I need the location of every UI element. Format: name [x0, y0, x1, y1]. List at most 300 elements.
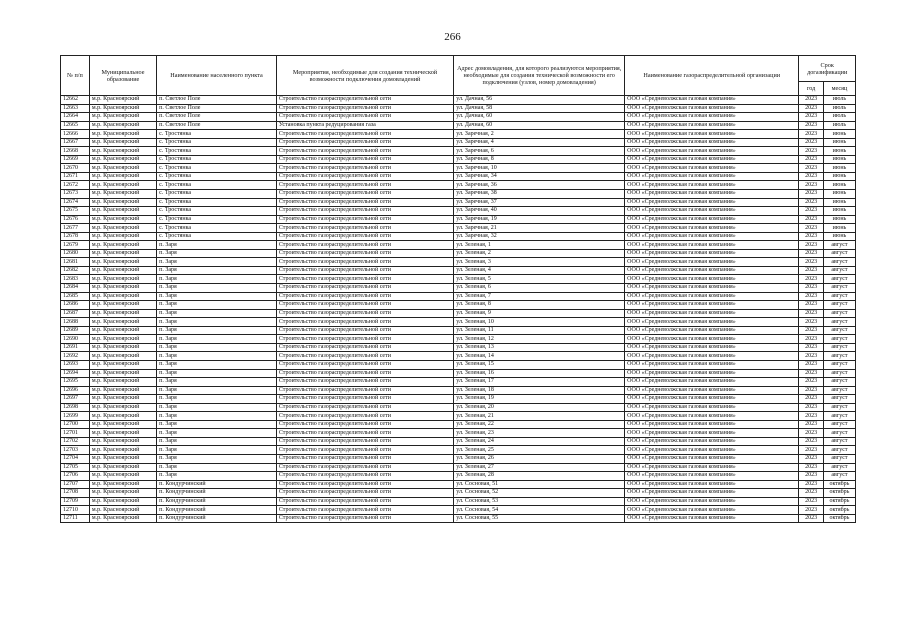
table-row: [61, 292, 856, 301]
cell-municipality: м.р. Красноярский: [89, 121, 156, 130]
table-row: [61, 147, 856, 156]
cell-address: ул. Зеленая, 24: [454, 437, 625, 446]
cell-organization: ООО «Средневолжская газовая компания»: [625, 172, 799, 181]
cell-row-number: 12704: [61, 454, 90, 463]
cell-month: июнь: [823, 190, 855, 199]
cell-row-number: 12667: [61, 138, 90, 147]
cell-row-number: 12683: [61, 275, 90, 284]
cell-locality: п. Кондурчинский: [157, 480, 277, 489]
cell-year: 2023: [799, 489, 824, 498]
cell-municipality: м.р. Красноярский: [89, 309, 156, 318]
cell-month: август: [823, 301, 855, 310]
cell-organization: ООО «Средневолжская газовая компания»: [625, 198, 799, 207]
cell-municipality: м.р. Красноярский: [89, 172, 156, 181]
cell-organization: ООО «Средневолжская газовая компания»: [625, 343, 799, 352]
cell-activity: Строительство газораспределительной сети: [276, 343, 453, 352]
cell-month: август: [823, 463, 855, 472]
cell-locality: с. Тростянка: [157, 224, 277, 233]
gasification-table: [60, 55, 856, 523]
cell-activity: Строительство газораспределительной сети: [276, 395, 453, 404]
cell-organization: ООО «Средневолжская газовая компания»: [625, 181, 799, 190]
cell-municipality: м.р. Красноярский: [89, 429, 156, 438]
cell-organization: ООО «Средневолжская газовая компания»: [625, 514, 799, 523]
cell-activity: Строительство газораспределительной сети: [276, 266, 453, 275]
cell-locality: п. Заря: [157, 472, 277, 481]
table-row: [61, 446, 856, 455]
table-row: [61, 155, 856, 164]
cell-activity: Строительство газораспределительной сети: [276, 172, 453, 181]
cell-organization: ООО «Средневолжская газовая компания»: [625, 386, 799, 395]
cell-address: ул. Сосновая, 52: [454, 489, 625, 498]
cell-row-number: 12662: [61, 96, 90, 105]
cell-municipality: м.р. Красноярский: [89, 472, 156, 481]
cell-month: август: [823, 386, 855, 395]
cell-locality: п. Заря: [157, 352, 277, 361]
cell-locality: с. Тростянка: [157, 155, 277, 164]
cell-address: ул. Зеленая, 4: [454, 266, 625, 275]
cell-month: август: [823, 249, 855, 258]
cell-locality: п. Заря: [157, 249, 277, 258]
cell-year: 2023: [799, 472, 824, 481]
cell-address: ул. Заречная, 34: [454, 172, 625, 181]
cell-activity: Строительство газораспределительной сети: [276, 412, 453, 421]
cell-municipality: м.р. Красноярский: [89, 232, 156, 241]
cell-row-number: 12709: [61, 497, 90, 506]
cell-locality: п. Заря: [157, 463, 277, 472]
cell-address: ул. Зеленая, 5: [454, 275, 625, 284]
cell-month: июнь: [823, 155, 855, 164]
cell-row-number: 12706: [61, 472, 90, 481]
cell-locality: с. Тростянка: [157, 190, 277, 199]
cell-locality: п. Светлое Поле: [157, 113, 277, 122]
cell-locality: п. Заря: [157, 378, 277, 387]
cell-activity: Строительство газораспределительной сети: [276, 301, 453, 310]
cell-locality: п. Заря: [157, 360, 277, 369]
cell-activity: Строительство газораспределительной сети: [276, 275, 453, 284]
cell-activity: Строительство газораспределительной сети: [276, 403, 453, 412]
table-row: [61, 497, 856, 506]
cell-organization: ООО «Средневолжская газовая компания»: [625, 489, 799, 498]
cell-month: июнь: [823, 138, 855, 147]
cell-activity: Строительство газораспределительной сети: [276, 480, 453, 489]
cell-month: август: [823, 266, 855, 275]
cell-year: 2023: [799, 96, 824, 105]
cell-year: 2023: [799, 437, 824, 446]
cell-year: 2023: [799, 181, 824, 190]
cell-locality: п. Заря: [157, 241, 277, 250]
cell-locality: п. Заря: [157, 369, 277, 378]
cell-year: 2023: [799, 506, 824, 515]
cell-year: 2023: [799, 249, 824, 258]
cell-row-number: 12681: [61, 258, 90, 267]
cell-municipality: м.р. Красноярский: [89, 96, 156, 105]
table-row: [61, 309, 856, 318]
table-row: [61, 241, 856, 250]
table-row: [61, 506, 856, 515]
cell-address: ул. Зеленая, 1: [454, 241, 625, 250]
cell-activity: Строительство газораспределительной сети: [276, 215, 453, 224]
cell-address: ул. Зеленая, 3: [454, 258, 625, 267]
cell-organization: ООО «Средневолжская газовая компания»: [625, 258, 799, 267]
cell-year: 2023: [799, 138, 824, 147]
cell-locality: с. Тростянка: [157, 147, 277, 156]
cell-year: 2023: [799, 207, 824, 216]
header-year: год: [799, 82, 824, 96]
cell-year: 2023: [799, 386, 824, 395]
cell-month: октябрь: [823, 506, 855, 515]
cell-year: 2023: [799, 258, 824, 267]
cell-organization: ООО «Средневолжская газовая компания»: [625, 480, 799, 489]
cell-address: ул. Зеленая, 28: [454, 472, 625, 481]
cell-activity: Строительство газораспределительной сети: [276, 378, 453, 387]
cell-municipality: м.р. Красноярский: [89, 284, 156, 293]
cell-year: 2023: [799, 147, 824, 156]
cell-year: 2023: [799, 403, 824, 412]
cell-year: 2023: [799, 190, 824, 199]
cell-row-number: 12702: [61, 437, 90, 446]
cell-year: 2023: [799, 104, 824, 113]
cell-municipality: м.р. Красноярский: [89, 437, 156, 446]
cell-activity: Строительство газораспределительной сети: [276, 386, 453, 395]
cell-address: ул. Заречная, 4: [454, 138, 625, 147]
cell-month: октябрь: [823, 514, 855, 523]
cell-activity: Строительство газораспределительной сети: [276, 472, 453, 481]
cell-address: ул. Зеленая, 13: [454, 343, 625, 352]
cell-month: август: [823, 472, 855, 481]
cell-activity: Строительство газораспределительной сети: [276, 181, 453, 190]
table-row: [61, 489, 856, 498]
cell-address: ул. Дачная, 56: [454, 96, 625, 105]
cell-month: август: [823, 326, 855, 335]
cell-organization: ООО «Средневолжская газовая компания»: [625, 121, 799, 130]
cell-month: июнь: [823, 232, 855, 241]
cell-organization: ООО «Средневолжская газовая компания»: [625, 335, 799, 344]
table-header: [61, 56, 856, 96]
cell-row-number: 12705: [61, 463, 90, 472]
table-row: [61, 301, 856, 310]
cell-row-number: 12669: [61, 155, 90, 164]
cell-year: 2023: [799, 130, 824, 139]
cell-row-number: 12698: [61, 403, 90, 412]
cell-activity: Установка пункта редуцирования газа: [276, 121, 453, 130]
cell-organization: ООО «Средневолжская газовая компания»: [625, 369, 799, 378]
cell-month: июнь: [823, 224, 855, 233]
cell-municipality: м.р. Красноярский: [89, 403, 156, 412]
cell-month: июнь: [823, 181, 855, 190]
cell-row-number: 12685: [61, 292, 90, 301]
cell-address: ул. Сосновая, 54: [454, 506, 625, 515]
cell-activity: Строительство газораспределительной сети: [276, 147, 453, 156]
cell-activity: Строительство газораспределительной сети: [276, 514, 453, 523]
cell-row-number: 12665: [61, 121, 90, 130]
cell-year: 2023: [799, 275, 824, 284]
cell-row-number: 12693: [61, 360, 90, 369]
cell-year: 2023: [799, 241, 824, 250]
cell-address: ул. Зеленая, 2: [454, 249, 625, 258]
cell-organization: ООО «Средневолжская газовая компания»: [625, 395, 799, 404]
cell-month: август: [823, 309, 855, 318]
cell-row-number: 12710: [61, 506, 90, 515]
table-row: [61, 181, 856, 190]
cell-municipality: м.р. Красноярский: [89, 181, 156, 190]
table-row: [61, 420, 856, 429]
cell-month: июнь: [823, 215, 855, 224]
cell-locality: п. Заря: [157, 292, 277, 301]
cell-organization: ООО «Средневолжская газовая компания»: [625, 497, 799, 506]
cell-municipality: м.р. Красноярский: [89, 326, 156, 335]
cell-address: ул. Зеленая, 22: [454, 420, 625, 429]
cell-row-number: 12700: [61, 420, 90, 429]
cell-address: ул. Зеленая, 7: [454, 292, 625, 301]
table-row: [61, 463, 856, 472]
cell-row-number: 12682: [61, 266, 90, 275]
cell-year: 2023: [799, 343, 824, 352]
cell-row-number: 12666: [61, 130, 90, 139]
cell-activity: Строительство газораспределительной сети: [276, 446, 453, 455]
cell-locality: п. Заря: [157, 437, 277, 446]
cell-address: ул. Зеленая, 19: [454, 395, 625, 404]
cell-year: 2023: [799, 113, 824, 122]
cell-address: ул. Зеленая, 11: [454, 326, 625, 335]
table-row: [61, 472, 856, 481]
cell-activity: Строительство газораспределительной сети: [276, 258, 453, 267]
cell-organization: ООО «Средневолжская газовая компания»: [625, 207, 799, 216]
cell-locality: с. Тростянка: [157, 198, 277, 207]
cell-row-number: 12663: [61, 104, 90, 113]
cell-row-number: 12687: [61, 309, 90, 318]
header-address: Адрес домовладения, для которого реализуются мероприятия, необходимые для создания технической возможности его подключения (узлов, номер домовладения): [454, 56, 625, 96]
cell-municipality: м.р. Красноярский: [89, 335, 156, 344]
cell-row-number: 12691: [61, 343, 90, 352]
cell-locality: п. Заря: [157, 420, 277, 429]
cell-month: июль: [823, 121, 855, 130]
cell-month: октябрь: [823, 497, 855, 506]
cell-organization: ООО «Средневолжская газовая компания»: [625, 309, 799, 318]
cell-organization: ООО «Средневолжская газовая компания»: [625, 241, 799, 250]
cell-activity: Строительство газораспределительной сети: [276, 241, 453, 250]
cell-locality: с. Тростянка: [157, 164, 277, 173]
cell-municipality: м.р. Красноярский: [89, 266, 156, 275]
cell-organization: ООО «Средневолжская газовая компания»: [625, 164, 799, 173]
cell-activity: Строительство газораспределительной сети: [276, 198, 453, 207]
cell-activity: Строительство газораспределительной сети: [276, 292, 453, 301]
cell-activity: Строительство газораспределительной сети: [276, 454, 453, 463]
cell-locality: п. Кондурчинский: [157, 489, 277, 498]
table-row: [61, 318, 856, 327]
cell-municipality: м.р. Красноярский: [89, 480, 156, 489]
cell-row-number: 12677: [61, 224, 90, 233]
cell-month: июль: [823, 113, 855, 122]
cell-address: ул. Дачная, 60: [454, 113, 625, 122]
cell-year: 2023: [799, 318, 824, 327]
cell-locality: п. Заря: [157, 326, 277, 335]
cell-activity: Строительство газораспределительной сети: [276, 249, 453, 258]
cell-address: ул. Зеленая, 10: [454, 318, 625, 327]
cell-organization: ООО «Средневолжская газовая компания»: [625, 232, 799, 241]
cell-month: август: [823, 437, 855, 446]
table-row: [61, 360, 856, 369]
table-row: [61, 480, 856, 489]
table-row: [61, 514, 856, 523]
cell-row-number: 12674: [61, 198, 90, 207]
cell-organization: ООО «Средневолжская газовая компания»: [625, 378, 799, 387]
cell-activity: Строительство газораспределительной сети: [276, 369, 453, 378]
cell-activity: Строительство газораспределительной сети: [276, 420, 453, 429]
cell-activity: Строительство газораспределительной сети: [276, 207, 453, 216]
cell-activity: Строительство газораспределительной сети: [276, 104, 453, 113]
cell-activity: Строительство газораспределительной сети: [276, 224, 453, 233]
cell-organization: ООО «Средневолжская газовая компания»: [625, 224, 799, 233]
cell-month: июнь: [823, 198, 855, 207]
cell-locality: п. Светлое Поле: [157, 96, 277, 105]
cell-address: ул. Зеленая, 27: [454, 463, 625, 472]
header-municipality: Муниципальное образование: [89, 56, 156, 96]
table-row: [61, 138, 856, 147]
cell-row-number: 12670: [61, 164, 90, 173]
cell-address: ул. Зеленая, 8: [454, 301, 625, 310]
cell-year: 2023: [799, 463, 824, 472]
cell-municipality: м.р. Красноярский: [89, 514, 156, 523]
cell-row-number: 12689: [61, 326, 90, 335]
table-row: [61, 172, 856, 181]
cell-locality: п. Кондурчинский: [157, 497, 277, 506]
cell-year: 2023: [799, 369, 824, 378]
cell-locality: п. Кондурчинский: [157, 506, 277, 515]
cell-month: август: [823, 454, 855, 463]
cell-activity: Строительство газораспределительной сети: [276, 489, 453, 498]
cell-municipality: м.р. Красноярский: [89, 369, 156, 378]
cell-row-number: 12671: [61, 172, 90, 181]
cell-year: 2023: [799, 420, 824, 429]
cell-address: ул. Сосновая, 53: [454, 497, 625, 506]
cell-month: август: [823, 335, 855, 344]
cell-address: ул. Заречная, 21: [454, 224, 625, 233]
cell-year: 2023: [799, 446, 824, 455]
cell-month: август: [823, 403, 855, 412]
cell-address: ул. Заречная, 38: [454, 190, 625, 199]
cell-address: ул. Зеленая, 17: [454, 378, 625, 387]
cell-organization: ООО «Средневолжская газовая компания»: [625, 412, 799, 421]
cell-address: ул. Заречная, 2: [454, 130, 625, 139]
cell-locality: п. Заря: [157, 403, 277, 412]
cell-activity: Строительство газораспределительной сети: [276, 326, 453, 335]
table-row: [61, 266, 856, 275]
table-row: [61, 104, 856, 113]
cell-locality: с. Тростянка: [157, 181, 277, 190]
cell-row-number: 12673: [61, 190, 90, 199]
cell-municipality: м.р. Красноярский: [89, 207, 156, 216]
cell-municipality: м.р. Красноярский: [89, 164, 156, 173]
table-row: [61, 275, 856, 284]
cell-year: 2023: [799, 284, 824, 293]
cell-month: август: [823, 241, 855, 250]
cell-organization: ООО «Средневолжская газовая компания»: [625, 113, 799, 122]
cell-municipality: м.р. Красноярский: [89, 104, 156, 113]
cell-organization: ООО «Средневолжская газовая компания»: [625, 215, 799, 224]
cell-year: 2023: [799, 232, 824, 241]
table-row: [61, 352, 856, 361]
table-row: [61, 403, 856, 412]
header-locality: Наименование населенного пункта: [157, 56, 277, 96]
cell-row-number: 12688: [61, 318, 90, 327]
cell-year: 2023: [799, 497, 824, 506]
cell-municipality: м.р. Красноярский: [89, 489, 156, 498]
cell-month: август: [823, 412, 855, 421]
table-row: [61, 190, 856, 199]
cell-municipality: м.р. Красноярский: [89, 412, 156, 421]
cell-address: ул. Заречная, 19: [454, 215, 625, 224]
cell-municipality: м.р. Красноярский: [89, 155, 156, 164]
cell-year: 2023: [799, 378, 824, 387]
cell-municipality: м.р. Красноярский: [89, 386, 156, 395]
cell-address: ул. Зеленая, 14: [454, 352, 625, 361]
cell-year: 2023: [799, 412, 824, 421]
header-num: № п/п: [61, 56, 90, 96]
table-row: [61, 454, 856, 463]
cell-organization: ООО «Средневолжская газовая компания»: [625, 318, 799, 327]
table-row: [61, 249, 856, 258]
cell-locality: с. Тростянка: [157, 138, 277, 147]
cell-address: ул. Зеленая, 9: [454, 309, 625, 318]
cell-municipality: м.р. Красноярский: [89, 506, 156, 515]
cell-year: 2023: [799, 266, 824, 275]
cell-year: 2023: [799, 292, 824, 301]
cell-row-number: 12711: [61, 514, 90, 523]
cell-address: ул. Заречная, 40: [454, 207, 625, 216]
table-row: [61, 113, 856, 122]
cell-organization: ООО «Средневолжская газовая компания»: [625, 104, 799, 113]
cell-address: ул. Заречная, 10: [454, 164, 625, 173]
cell-row-number: 12686: [61, 301, 90, 310]
cell-activity: Строительство газораспределительной сети: [276, 506, 453, 515]
cell-row-number: 12672: [61, 181, 90, 190]
cell-municipality: м.р. Красноярский: [89, 190, 156, 199]
cell-address: ул. Зеленая, 26: [454, 454, 625, 463]
cell-activity: Строительство газораспределительной сети: [276, 463, 453, 472]
table-row: [61, 412, 856, 421]
cell-activity: Строительство газораспределительной сети: [276, 429, 453, 438]
cell-address: ул. Зеленая, 23: [454, 429, 625, 438]
cell-row-number: 12676: [61, 215, 90, 224]
cell-organization: ООО «Средневолжская газовая компания»: [625, 403, 799, 412]
table-row: [61, 437, 856, 446]
cell-address: ул. Зеленая, 6: [454, 284, 625, 293]
cell-year: 2023: [799, 309, 824, 318]
table-row: [61, 258, 856, 267]
table-row: [61, 395, 856, 404]
cell-activity: Строительство газораспределительной сети: [276, 155, 453, 164]
table-row: [61, 121, 856, 130]
cell-locality: п. Заря: [157, 335, 277, 344]
cell-organization: ООО «Средневолжская газовая компания»: [625, 275, 799, 284]
header-deadline: Срок догазификации: [799, 56, 856, 82]
cell-organization: ООО «Средневолжская газовая компания»: [625, 446, 799, 455]
cell-organization: ООО «Средневолжская газовая компания»: [625, 420, 799, 429]
cell-row-number: 12707: [61, 480, 90, 489]
cell-organization: ООО «Средневолжская газовая компания»: [625, 437, 799, 446]
cell-organization: ООО «Средневолжская газовая компания»: [625, 454, 799, 463]
cell-row-number: 12701: [61, 429, 90, 438]
cell-municipality: м.р. Красноярский: [89, 130, 156, 139]
cell-locality: с. Тростянка: [157, 207, 277, 216]
header-month: месяц: [823, 82, 855, 96]
cell-month: август: [823, 360, 855, 369]
table-row: [61, 326, 856, 335]
table-row: [61, 284, 856, 293]
cell-organization: ООО «Средневолжская газовая компания»: [625, 155, 799, 164]
cell-locality: п. Светлое Поле: [157, 121, 277, 130]
cell-locality: п. Кондурчинский: [157, 514, 277, 523]
